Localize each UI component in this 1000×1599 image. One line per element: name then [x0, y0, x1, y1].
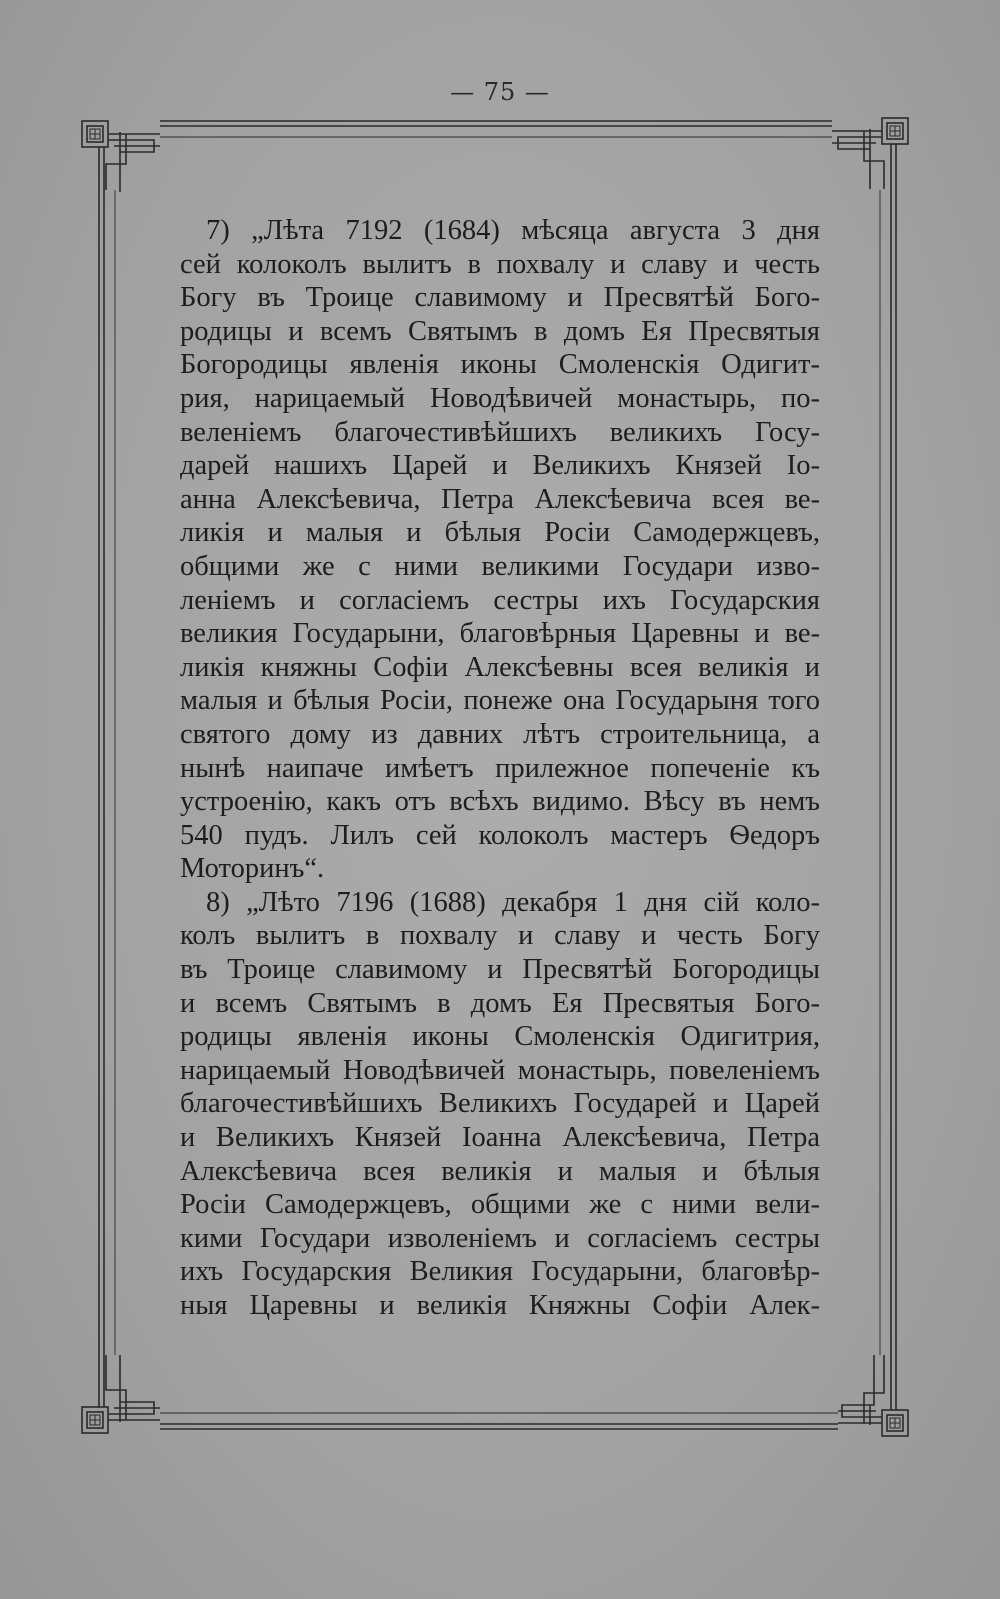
text-line: и Великихъ Князей Іоанна Алексѣевича, Петра	[180, 1122, 820, 1154]
text-line: 7) „Лѣта 7192 (1684) мѣсяца августа 3 дня	[206, 215, 820, 246]
text-line: и всемъ Святымъ в домъ Ея Пресвятыя Бого-	[180, 987, 820, 1019]
text-line: родицы явленія иконы Смоленскія Одигитрия,	[180, 1021, 820, 1053]
corner-ornament-bottom-left	[82, 1355, 160, 1433]
text-line: Алексѣевича всея великія и малыя и бѣлыя	[180, 1155, 820, 1187]
text-line: въ Троице славимому и Пресвятѣй Богородицы	[180, 954, 820, 986]
corner-ornament-bottom-right	[838, 1355, 908, 1436]
text-line: устроенію, какъ отъ всѣхъ видимо. Вѣсу въ немъ	[180, 786, 820, 818]
corner-ornament-top-right	[832, 118, 908, 190]
text-line: Богородицы явленія иконы Смоленскія Одигит-	[180, 349, 820, 381]
text-line: общими же с ними великими Государи изво-	[180, 550, 820, 582]
text-line: ликія княжны Софіи Алексѣевны всея великія и	[180, 651, 820, 683]
text-line: сей колоколъ вылитъ в похвалу и славу и честь	[180, 248, 820, 280]
text-line: благочестивѣйшихъ Великихъ Государей и Царей	[180, 1088, 820, 1120]
text-line: нынѣ наипаче имѣетъ прилежное попеченіе къ	[180, 752, 820, 784]
text-line: Моторинъ“.	[180, 853, 325, 885]
text-line: малыя и бѣлыя Росіи, понеже она Государыня того	[180, 685, 820, 717]
text-line: веленіемъ благочестивѣйшихъ великихъ Госу-	[180, 416, 820, 448]
text-line: кими Государи изволеніемъ и согласіемъ сестры	[180, 1222, 820, 1254]
corner-ornament-top-left	[82, 121, 160, 192]
text-line: колъ вылитъ в похвалу и славу и честь Богу	[180, 920, 820, 952]
text-line: нарицаемый Новодѣвичей монастырь, повеленіемъ	[180, 1054, 820, 1086]
text-line: анна Алексѣевича, Петра Алексѣевича всея ве-	[180, 483, 820, 515]
text-line: ликія и малыя и бѣлыя Росіи Самодержцевъ,	[180, 517, 820, 549]
text-line: родицы и всемъ Святымъ в домъ Ея Пресвятыя	[180, 315, 820, 347]
page-number: — 75 —	[450, 78, 550, 106]
text-line: леніемъ и согласіемъ сестры ихъ Государския	[180, 584, 820, 616]
text-line: Росіи Самодержцевъ, общими же с ними вели-	[180, 1189, 820, 1221]
text-line: рия, нарицаемый Новодѣвичей монастырь, по-	[180, 382, 820, 414]
text-line: дарей нашихъ Царей и Великихъ Князей Іо-	[180, 450, 820, 482]
text-line: 540 пудъ. Лилъ сей колоколъ мастеръ Ѳедоръ	[180, 819, 820, 851]
text-line: ихъ Государския Великия Государыни, благовѣр-	[180, 1256, 820, 1288]
text-line: Богу въ Троице славимому и Пресвятѣй Бого-	[180, 282, 820, 314]
text-line: святого дому из давних лѣтъ строительница, а	[180, 718, 820, 750]
page-text	[180, 214, 820, 1323]
text-line: ныя Царевны и великія Княжны Софіи Алек-	[180, 1290, 820, 1321]
text-line: 8) „Лѣто 7196 (1688) декабря 1 дня сій коло-	[206, 886, 820, 918]
text-line: великия Государыни, благовѣрныя Царевны и ве-	[180, 618, 820, 650]
